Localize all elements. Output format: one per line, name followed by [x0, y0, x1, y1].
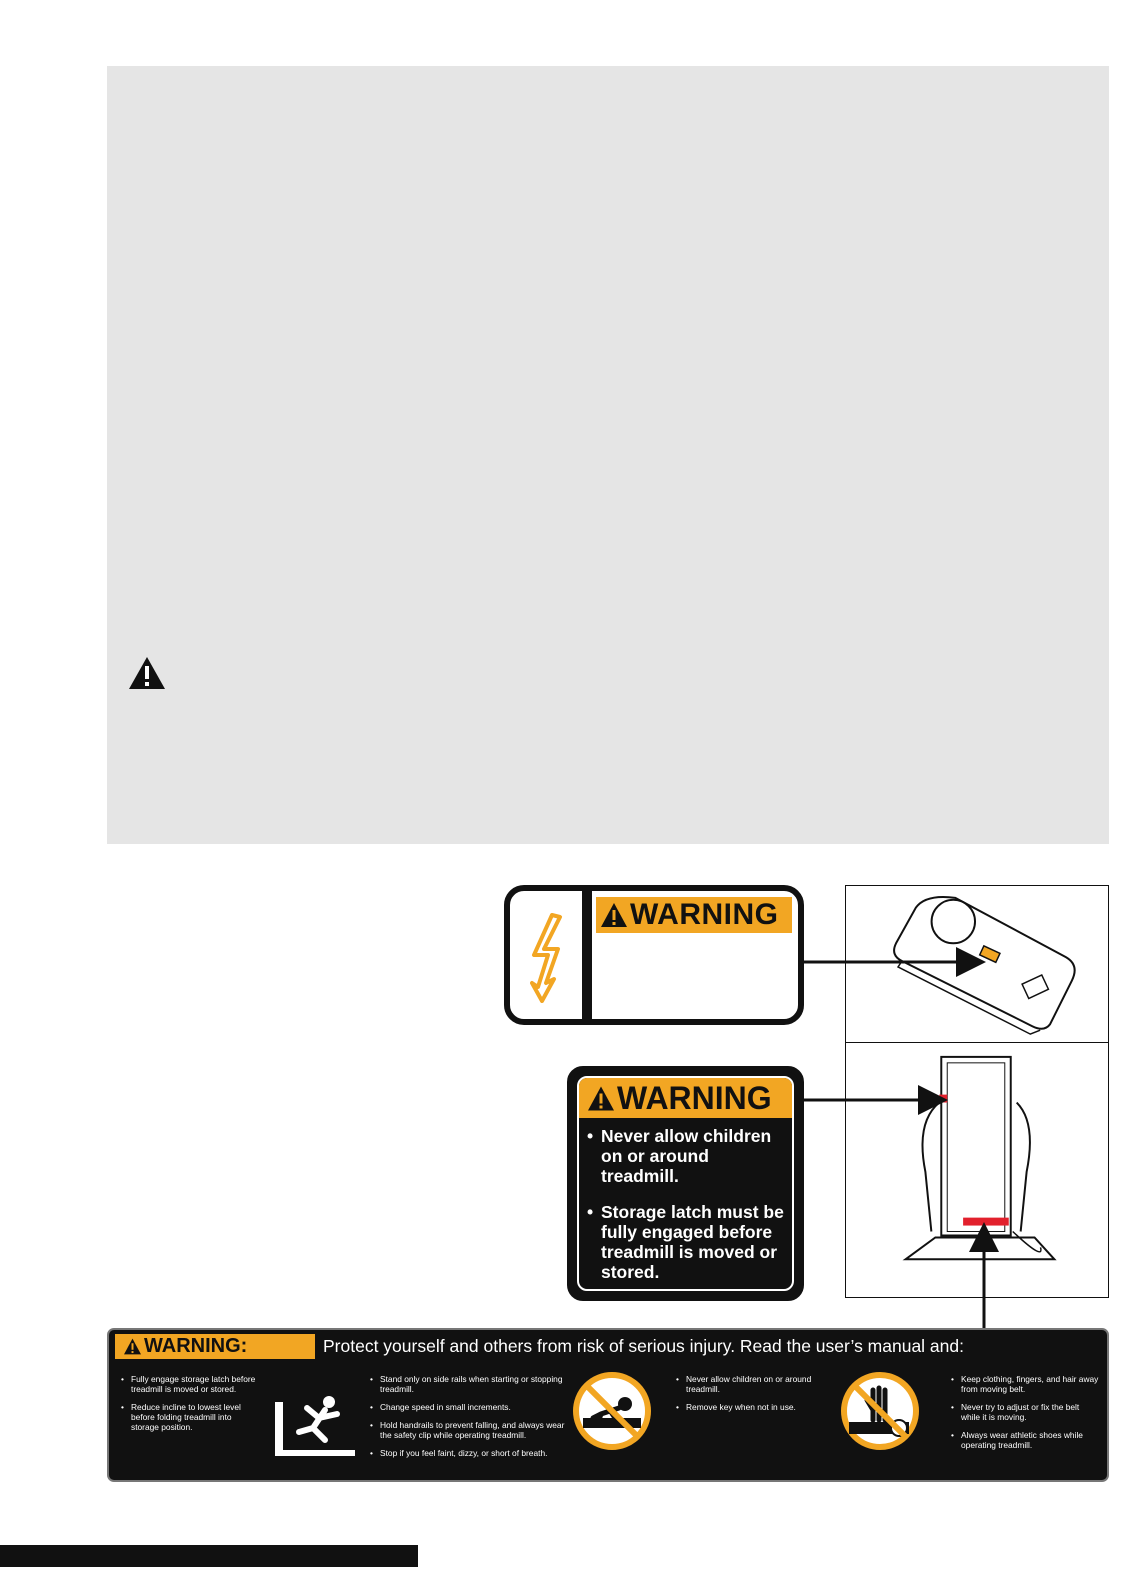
warning-tag	[115, 1334, 315, 1359]
electric-warning-decal	[504, 885, 804, 1025]
no-hands-belt-icon	[839, 1370, 921, 1452]
bolt-column	[510, 891, 592, 1019]
list-item: • Reduce incline to lowest level before folding treadmill into storage position.	[119, 1402, 259, 1432]
folded-treadmill-illustration	[845, 1042, 1109, 1298]
list-item: • Remove key when not in use.	[674, 1402, 824, 1412]
banner-column-3	[674, 1374, 824, 1420]
banner-column-4	[949, 1374, 1099, 1458]
list-item: • Keep clothing, fingers, and hair away from moving belt.	[949, 1374, 1099, 1394]
warning-banner	[107, 1328, 1109, 1482]
list-item: • Never allow children on or around treadmill.	[674, 1374, 824, 1394]
warning-triangle-icon	[123, 1338, 142, 1355]
list-item: • Never try to adjust or fix the belt while it is moving.	[949, 1402, 1099, 1422]
no-children-icon	[571, 1370, 653, 1452]
list-item: • Fully engage storage latch before treadmill is moved or stored.	[119, 1374, 259, 1394]
list-item: • Storage latch must be fully engaged before treadmill is moved or stored.	[587, 1202, 786, 1282]
list-item: • Stand only on side rails when starting or stopping treadmill.	[368, 1374, 568, 1394]
list-item: • Change speed in small increments.	[368, 1402, 568, 1412]
motor-hood-illustration	[845, 885, 1109, 1043]
warning-header	[596, 897, 792, 933]
list-item: • Always wear athletic shoes while operating treadmill.	[949, 1430, 1099, 1450]
lightning-bolt-icon	[524, 913, 572, 1003]
footer-bar	[0, 1545, 418, 1567]
list-item: • Stop if you feel faint, dizzy, or short of breath.	[368, 1448, 568, 1458]
warning-list	[579, 1118, 792, 1282]
children-warning-decal	[567, 1066, 804, 1301]
warning-triangle-icon	[600, 902, 628, 928]
warning-tag-label: WARNING:	[144, 1335, 248, 1357]
fall-hazard-icon	[269, 1394, 359, 1458]
list-item: • Never allow children on or around treadmill.	[587, 1126, 786, 1186]
list-item: • Hold handrails to prevent falling, and always wear the safety clip while operating treadmill.	[368, 1420, 568, 1440]
warning-triangle-icon	[587, 1085, 615, 1112]
banner-headline: Protect yourself and others from risk of serious injury. Read the user’s manual and:	[323, 1336, 964, 1356]
warning-title: WARNING	[617, 1079, 772, 1116]
caution-triangle-icon	[128, 656, 166, 690]
info-panel	[107, 66, 1109, 844]
banner-column-1	[119, 1374, 259, 1440]
banner-column-2	[368, 1374, 568, 1466]
warning-header	[579, 1078, 792, 1118]
warning-title: WARNING	[630, 898, 779, 931]
